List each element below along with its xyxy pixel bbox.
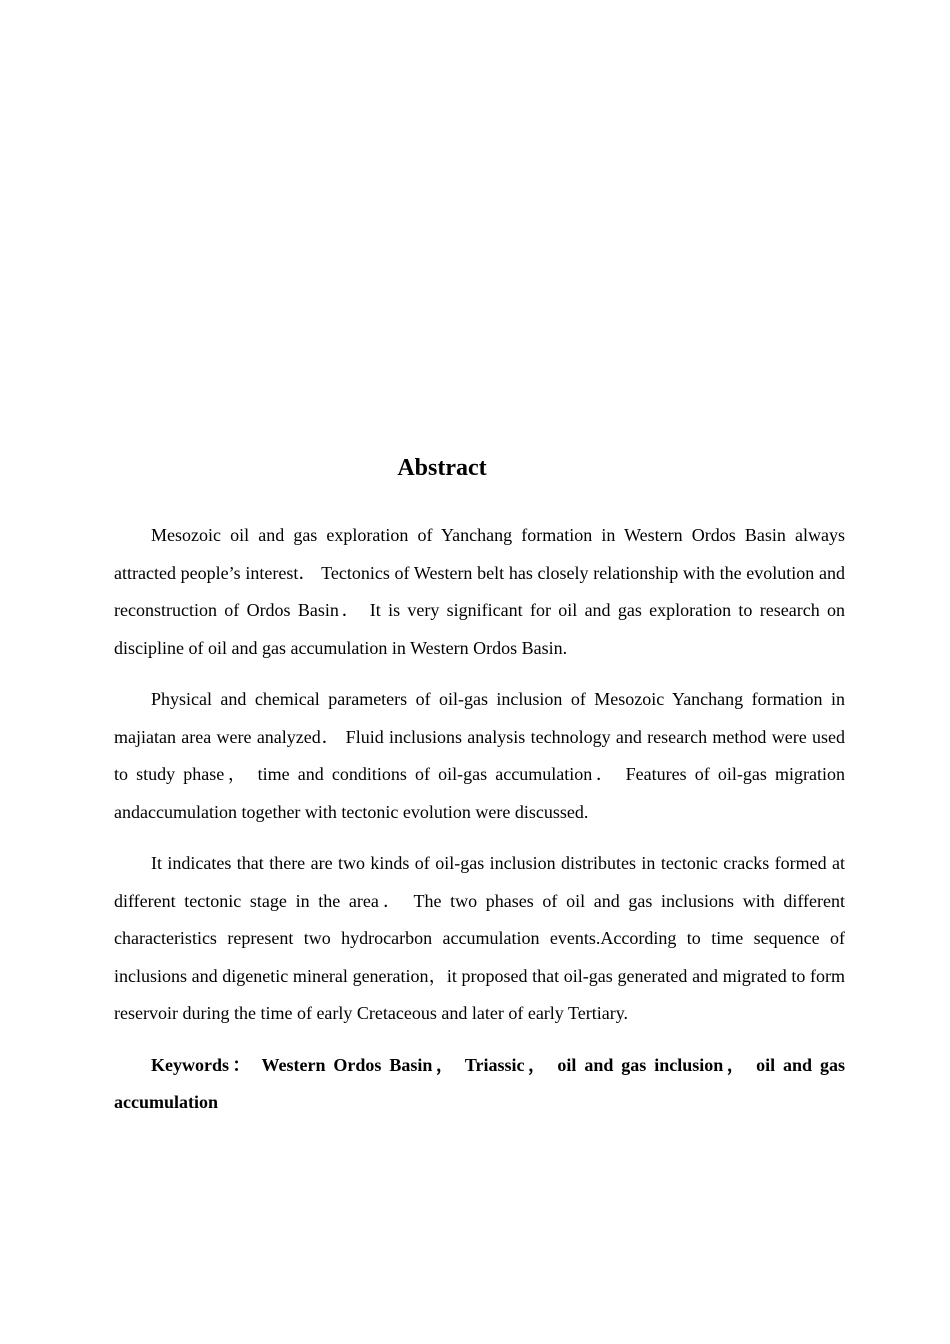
abstract-paragraph-3: It indicates that there are two kinds of oil-gas inclusion distributes in tectonic cracks formed at different tectonic stage in the area． The two phases of oil and gas inclusions with different characteristics represent two hydrocarbon accumulation events.According to time sequence of inclusions and digenetic mineral generation，it proposed that oil-gas generated and migrated to form reservoir during the time of early Cretaceous and later of early Tertiary. [114, 853, 845, 1023]
abstract-title: Abstract [397, 455, 487, 481]
abstract-body [114, 517, 845, 1121]
keywords-line: Keywords： Western Ordos Basin， Triassic， oil and gas inclusion， oil and gas accumulation [114, 1054, 845, 1112]
abstract-paragraph-2: Physical and chemical parameters of oil-gas inclusion of Mesozoic Yanchang formation in majiatan area were analyzed． Fluid inclusions analysis technology and research method were used to study phase， time and conditions of oil-gas accumulation． Features of oil-gas migration andaccumulation together with tectonic evolution were discussed. [114, 689, 845, 822]
abstract-paragraph-1: Mesozoic oil and gas exploration of Yanchang formation in Western Ordos Basin always attracted people’s interest． Tectonics of Western belt has closely relationship with the evolution and reconstruction of Ordos Basin． It is very significant for oil and gas exploration to research on discipline of oil and gas accumulation in Western Ordos Basin. [114, 525, 845, 658]
